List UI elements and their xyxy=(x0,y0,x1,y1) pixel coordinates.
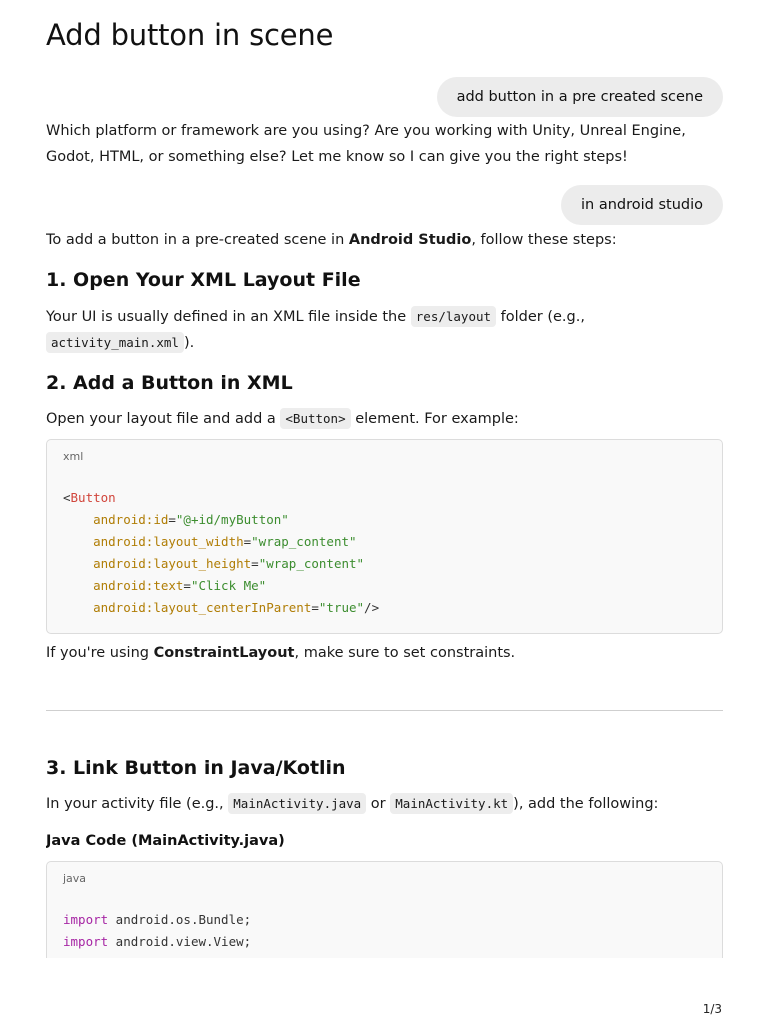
code-content[interactable]: import android.os.Bundle; import android.view.View; xyxy=(63,912,252,949)
inline-code: activity_main.xml xyxy=(46,332,184,353)
bold-text: ConstraintLayout xyxy=(153,645,295,661)
assistant-intro: To add a button in a pre-created scene in Android Studio, follow these steps: xyxy=(46,232,617,248)
code-language-label: xml xyxy=(63,450,84,463)
bold-text: Android Studio xyxy=(348,232,472,248)
user-message: in android studio xyxy=(561,185,723,225)
step-2-text: Open your layout file and add a <Button> element. For example: xyxy=(46,406,723,432)
page-title: Add button in scene xyxy=(46,18,334,52)
divider xyxy=(46,710,723,711)
inline-code: <Button> xyxy=(280,408,350,429)
step-1-text: Your UI is usually defined in an XML file inside the res/layout folder (e.g., activity_main.xml ). xyxy=(46,304,723,356)
java-code-block[interactable] xyxy=(46,861,723,958)
code-language-label: java xyxy=(63,872,87,885)
step-3-text: In your activity file (e.g., MainActivity.java or MainActivity.kt ), add the following: xyxy=(46,791,723,817)
java-code-subheading: Java Code (MainActivity.java) xyxy=(46,833,285,849)
user-message: add button in a pre created scene xyxy=(437,77,723,117)
inline-code: MainActivity.java xyxy=(228,793,366,814)
code-content[interactable]: <Button android:id="@+id/myButton" android:layout_width="wrap_content" android:layout_height="wrap_content" android:text="Click Me" android:layout_centerInParent="true"/> xyxy=(63,490,380,615)
xml-code-block[interactable] xyxy=(46,439,723,634)
assistant-reply: Which platform or framework are you using? Are you working with Unity, Unreal Engine, Godot, HTML, or something else? Let me know so I can give you the right steps! xyxy=(46,123,686,165)
inline-code: res/layout xyxy=(411,306,496,327)
step-3-heading: 3. Link Button in Java/Kotlin xyxy=(46,757,346,779)
step-2-heading: 2. Add a Button in XML xyxy=(46,372,293,394)
step-1-heading: 1. Open Your XML Layout File xyxy=(46,269,361,291)
page-content xyxy=(46,0,723,958)
inline-code: MainActivity.kt xyxy=(390,793,513,814)
page-number: 1/3 xyxy=(702,1002,722,1016)
step-2-note: If you're using ConstraintLayout, make sure to set constraints. xyxy=(46,645,516,661)
